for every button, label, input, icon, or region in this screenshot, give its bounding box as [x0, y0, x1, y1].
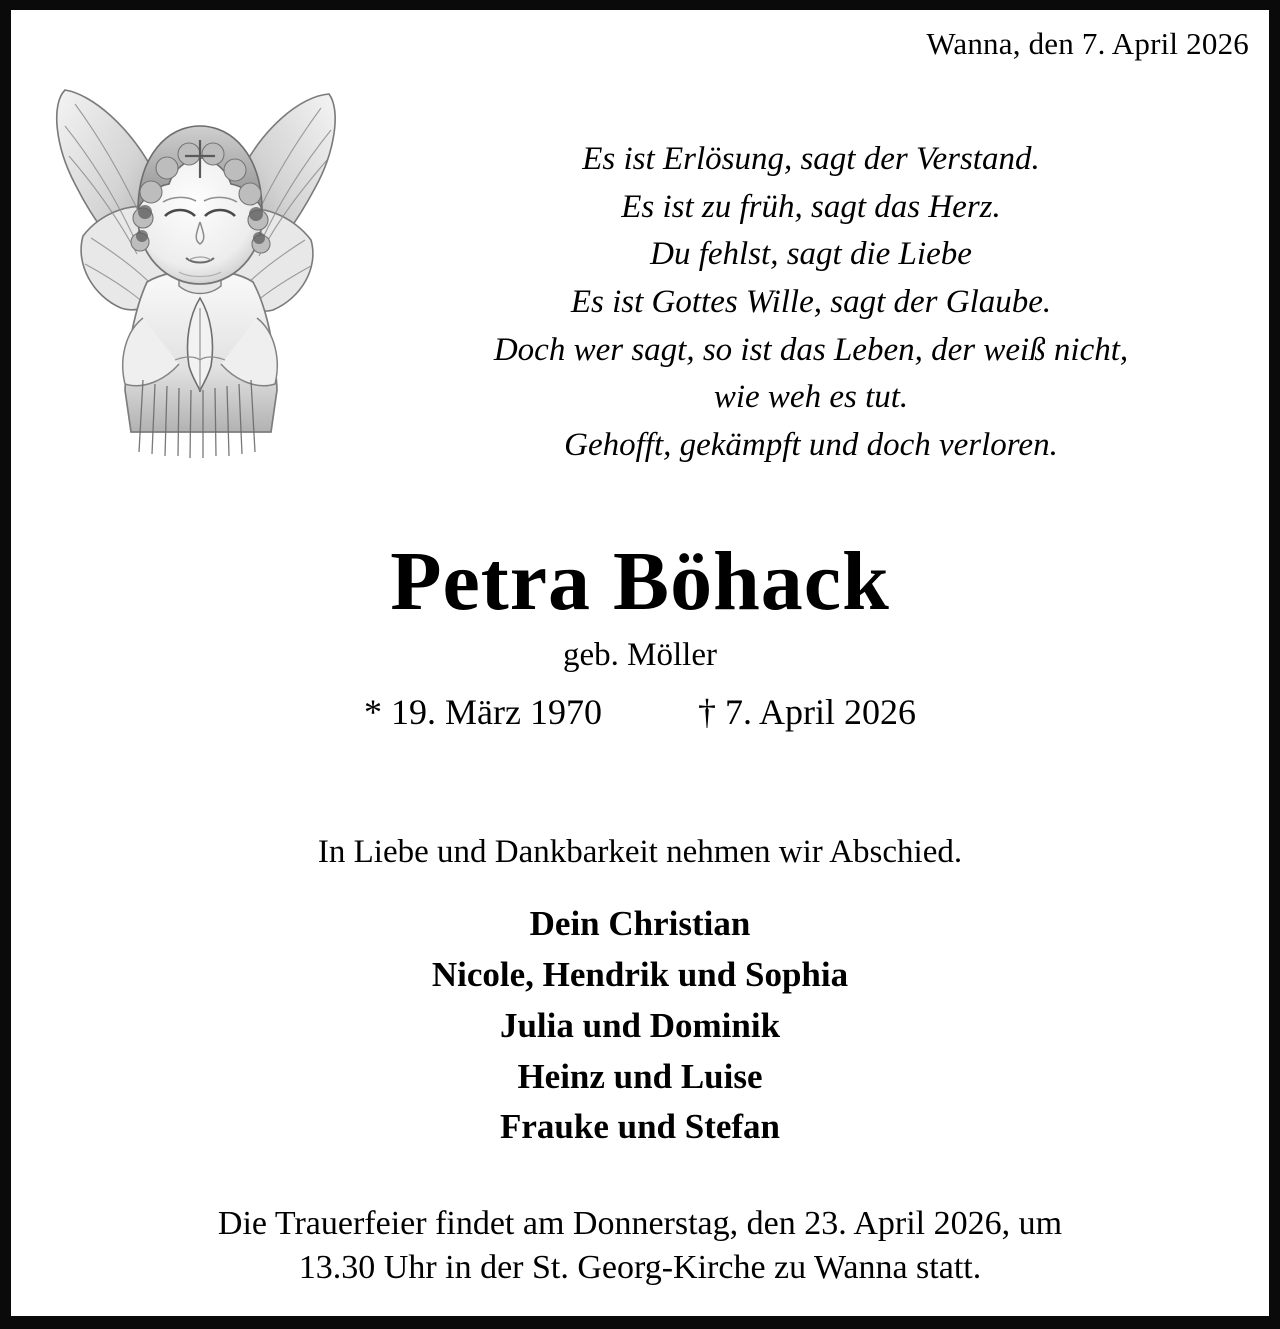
service-line: 13.30 Uhr in der St. Georg-Kirche zu Wanna statt. — [298, 1248, 982, 1286]
death-date: † 7. April 2026 — [697, 691, 916, 732]
mourners-block — [11, 832, 1269, 1153]
notice-content-area — [11, 10, 1269, 1316]
deceased-name-block — [11, 535, 1269, 733]
service-line: Die Trauerfeier findet am Donnerstag, den 23. April 2026, um — [217, 1204, 1063, 1242]
poem-line: Du fehlst, sagt die Liebe — [650, 236, 972, 273]
maiden-name: geb. Möller — [563, 637, 717, 673]
poem-line: Es ist Erlösung, sagt der Verstand. — [582, 141, 1040, 177]
mourning-intro-text: In Liebe und Dankbarkeit nehmen wir Abschied. — [317, 834, 963, 870]
mourner-name: Dein Christian — [529, 904, 751, 944]
place-and-date: Wanna, den 7. April 2026 — [926, 26, 1249, 61]
mourner-names-list — [11, 899, 1269, 1153]
mourner-name: Julia und Dominik — [499, 1005, 781, 1045]
deceased-name: Petra Böhack — [390, 535, 890, 628]
poem-line: wie weh es tut. — [713, 379, 909, 416]
poem-line: Es ist Gottes Wille, sagt der Glaube. — [570, 284, 1052, 321]
mourner-name: Nicole, Hendrik und Sophia — [431, 955, 849, 994]
life-dates — [11, 691, 1269, 733]
poem-line: Gehofft, gekämpft und doch verloren. — [564, 427, 1058, 464]
memorial-poem — [371, 136, 1251, 470]
mourner-name: Heinz und Luise — [517, 1056, 763, 1096]
poem-line: Es ist zu früh, sagt das Herz. — [621, 188, 1001, 225]
birth-date: * 19. März 1970 — [364, 691, 602, 732]
praying-angel-illustration — [39, 60, 359, 460]
mourner-name: Frauke und Stefan — [499, 1107, 781, 1147]
poem-line: Doch wer sagt, so ist das Leben, der weiß nicht, — [493, 331, 1129, 368]
funeral-service-details — [11, 1202, 1269, 1290]
